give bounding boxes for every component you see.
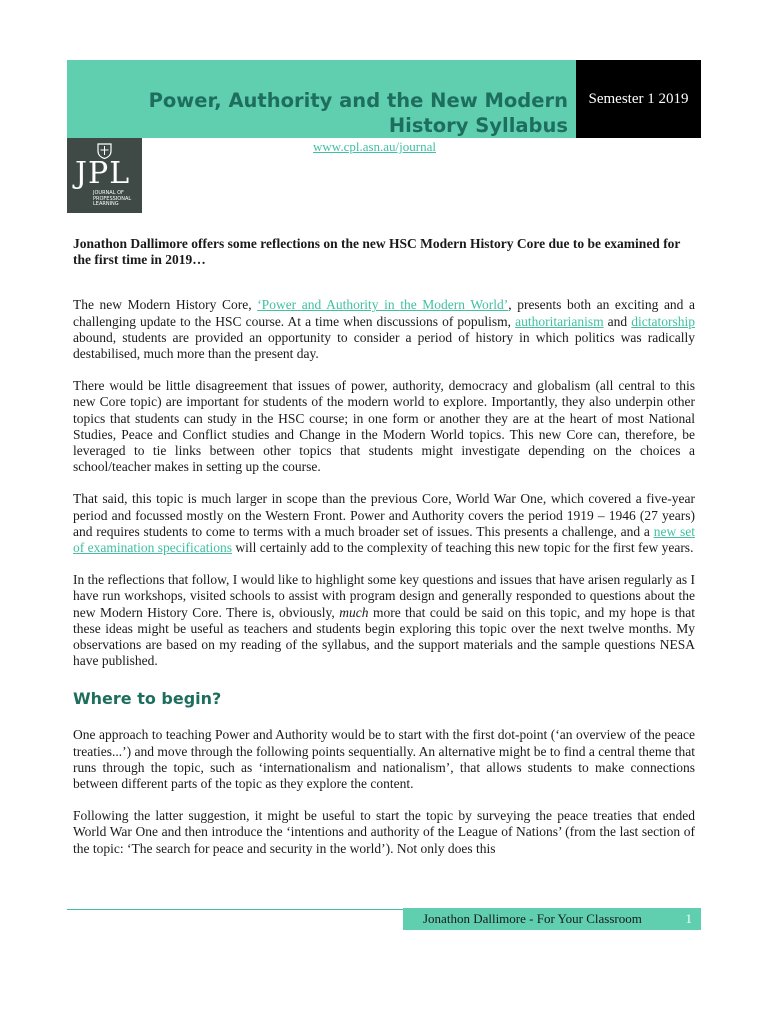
paragraph-5: One approach to teaching Power and Authority would be to start with the first dot-point (‘an overview of the peace treaties...’) and move through the following points sequentially. An alternative might be to find a central theme that runs through the topic, such as ‘internationalism and nationalism’, that allows students to make connections between different parts of the topic as they explore the content.: [73, 727, 695, 792]
authoritarianism-link[interactable]: authoritarianism: [515, 313, 604, 329]
paragraph-1: The new Modern History Core, ‘Power and Authority in the Modern World’, presents both an exciting and a challenging update to the HSC course. At a time when discussions of populism, authoritarianism and dictatorship abound, students are provided an opportunity to consider a period of history in which politics was radically destabilised, much more than the present day.: [73, 297, 695, 362]
exam-specifications-link[interactable]: new set of examination specifications: [73, 523, 695, 556]
jpl-logo: [67, 138, 142, 213]
footer-label: Jonathon Dallimore - For Your Classroom: [423, 911, 642, 926]
article-body: [73, 236, 695, 873]
semester-label: Semester 1 2019: [588, 91, 689, 107]
journal-url-link[interactable]: www.cpl.asn.au/journal: [313, 139, 436, 154]
semester-box: [576, 60, 701, 138]
paragraph-4: In the reflections that follow, I would like to highlight some key questions and issues that have arisen regularly as I have run workshops, visited schools to assist with program design and generally responded to questions about the new Modern History Core. There is, obviously, much more that could be said on this topic, and my hope is that these ideas might be useful as teachers and students begin exploring this topic over the next twelve months. My observations are based on my reading of the syllabus, and the support materials and the sample questions NESA have published.: [73, 572, 695, 669]
document-title: Power, Authority and the New Modern History Syllabus: [148, 89, 568, 137]
section-heading: Where to begin?: [73, 689, 222, 709]
footer-box: [403, 908, 701, 930]
paragraph-3: That said, this topic is much larger in scope than the previous Core, World War One, which covered a five-year period and focussed mostly on the Western Front. Power and Authority covers the period 1919 – 1946 (27 years) and requires students to come to terms with a much broader set of issues. This presents a challenge, and a new set of examination specifications will certainly add to the complexity of teaching this new topic for the first few years.: [73, 491, 695, 556]
logo-mark: JPL: [75, 156, 131, 191]
header-band: [67, 60, 576, 138]
power-authority-link[interactable]: ‘Power and Authority in the Modern World’: [257, 297, 509, 313]
paragraph-2: There would be little disagreement that issues of power, authority, democracy and globalism (all central to this new Core topic) are important for students of the modern world to explore. Importantly, they also underpin other topics that students can study in the HSC course; in one form or another they are at the heart of most National Studies, Peace and Conflict studies and Change in the Modern World topics. This new Core can, therefore, be leveraged to tie links between other topics that students might investigate depending on the choices a school/teacher makes in setting up the course.: [73, 378, 695, 475]
lead-paragraph: Jonathon Dallimore offers some reflections on the new HSC Modern History Core due to be examined for the first time in 2019…: [73, 236, 681, 268]
logo-text: JOURNAL OF PROFESSIONAL LEARNING: [93, 190, 132, 207]
page-number: 1: [685, 911, 692, 926]
paragraph-6: Following the latter suggestion, it might be useful to start the topic by surveying the peace treaties that ended World War One and then introduce the ‘intentions and authority of the League of Nations’ (from the last section of the topic: ‘The search for peace and security in the world’). Not only does this: [73, 808, 695, 856]
dictatorship-link[interactable]: dictatorship: [631, 313, 695, 329]
